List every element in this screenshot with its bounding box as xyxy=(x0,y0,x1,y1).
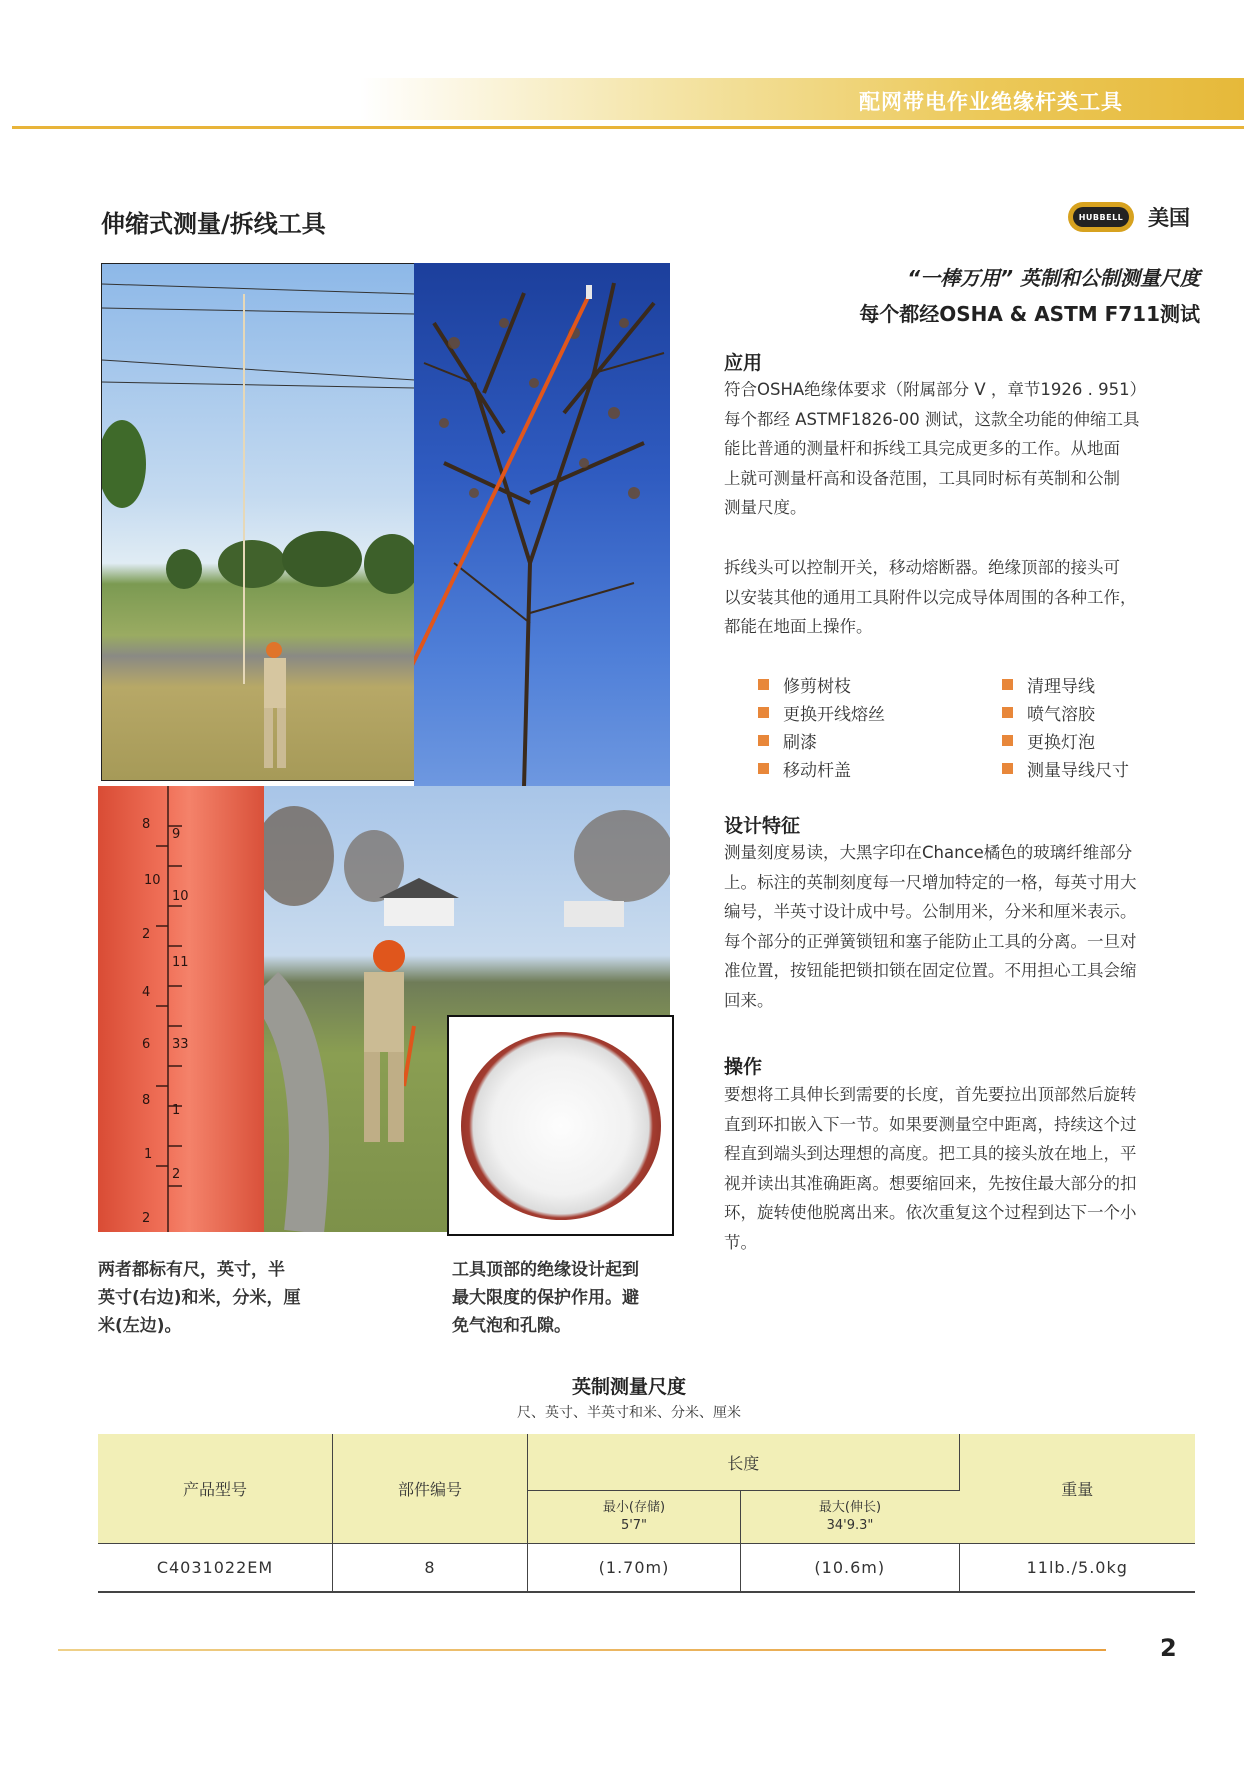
list-item xyxy=(758,700,885,725)
caption-line: 工具顶部的绝缘设计起到 xyxy=(452,1260,639,1280)
cell-max: (10.6m) xyxy=(741,1544,960,1593)
list-item xyxy=(758,728,817,753)
th-weight: 重量 xyxy=(959,1434,1195,1544)
list-item-label: 更换灯泡 xyxy=(1027,733,1095,753)
table-title: 英制测量尺度 xyxy=(571,1376,686,1398)
hubbell-logo-text: HUBBELL xyxy=(1073,207,1129,227)
caption-line: 米(左边)。 xyxy=(98,1316,182,1336)
th-min-value: 5'7" xyxy=(620,1518,648,1533)
th-length-max xyxy=(741,1491,960,1544)
text-line: 编号，半英寸设计成中号。公制用米，分米和厘米表示。 xyxy=(724,902,1137,921)
foam-core-cross-section xyxy=(461,1032,661,1220)
text-line: 回来。 xyxy=(724,990,774,1010)
list-item xyxy=(1002,728,1095,753)
page-number: 2 xyxy=(1160,1634,1177,1662)
design-paragraph xyxy=(724,838,1200,1015)
list-item xyxy=(1002,672,1095,697)
list-item-label: 修剪树枝 xyxy=(783,677,851,697)
text-line: 程直到端头到达理想的高度。把工具的接头放在地上，平 xyxy=(724,1144,1137,1163)
list-item xyxy=(758,672,851,697)
text-line: 能比普通的测量杆和拆线工具完成更多的工作。从地面 xyxy=(724,439,1120,458)
bullet-icon xyxy=(758,679,769,690)
brand-country: 美国 xyxy=(1148,206,1190,230)
th-max-label: 最大(伸长) xyxy=(818,1500,882,1515)
caption-line: 英寸(右边)和米，分米，厘 xyxy=(98,1288,301,1308)
table-row xyxy=(98,1544,1195,1593)
table-subtitle: 尺、英寸、半英寸和米、分米、厘米 xyxy=(517,1405,741,1421)
text-line: 符合OSHA绝缘体要求（附属部分 V ，章节1926 . 951） xyxy=(724,380,1147,399)
ruler-mark: 4 xyxy=(142,985,151,1000)
bullet-icon xyxy=(758,735,769,746)
text-line: 环，旋转使他脱离出来。依次重复这个过程到达下一个小 xyxy=(724,1203,1137,1222)
text-line: 每个都经 ASTMF1826-00 测试，这款全功能的伸缩工具 xyxy=(724,409,1140,429)
ruler-mark: 2 xyxy=(142,1211,151,1226)
text-line: 拆线头可以控制开关，移动熔断器。绝缘顶部的接头可 xyxy=(724,558,1120,577)
text-line: 都能在地面上操作。 xyxy=(724,617,873,636)
list-item-label: 喷气溶胶 xyxy=(1027,705,1095,725)
spec-table xyxy=(98,1434,1195,1593)
list-item-label: 移动杆盖 xyxy=(783,761,851,781)
text-line: 上就可测量杆高和设备范围，工具同时标有英制和公制 xyxy=(724,468,1120,488)
ruler-mark: 6 xyxy=(142,1037,151,1052)
list-item xyxy=(1002,700,1095,725)
application-paragraph-1 xyxy=(724,375,1200,523)
caption-foam-core xyxy=(452,1256,639,1340)
bullet-icon xyxy=(758,707,769,718)
text-line: 测量刻度易读，大黑字印在Chance橘色的玻璃纤维部分 xyxy=(724,843,1133,862)
ruler-mark: 9 xyxy=(172,827,181,842)
text-line: 节。 xyxy=(724,1232,757,1252)
caption-line: 最大限度的保护作用。避 xyxy=(452,1288,639,1308)
page-title: 伸缩式测量/拆线工具 xyxy=(101,210,326,238)
bullet-icon xyxy=(1002,735,1013,746)
header-rule xyxy=(12,126,1244,129)
bullet-icon xyxy=(1002,763,1013,774)
list-item-label: 清理导线 xyxy=(1027,677,1095,697)
list-item xyxy=(758,756,851,781)
cell-part: 8 xyxy=(333,1544,528,1593)
th-part: 部件编号 xyxy=(333,1434,528,1544)
ruler-mark: 10 xyxy=(144,873,161,888)
hubbell-logo xyxy=(1068,202,1134,232)
photo-tree-pruning xyxy=(414,263,670,787)
bullet-icon xyxy=(1002,679,1013,690)
text-line: 直到环扣嵌入下一节。如果要测量空中距离，持续这个过 xyxy=(724,1114,1137,1134)
text-line: 准位置，按钮能把锁扣锁在固定位置。不用担心工具会缩 xyxy=(724,961,1137,980)
operation-heading: 操作 xyxy=(724,1056,763,1078)
photo-lineman-measuring-art xyxy=(102,264,415,780)
th-max-value: 34'9.3" xyxy=(826,1518,874,1533)
photo-foam-core xyxy=(447,1015,674,1236)
tagline-1: “一棒万用” 英制和公制测量尺度 xyxy=(907,266,1200,290)
text-line: 上。标注的英制刻度每一尺增加特定的一格，每英寸用大 xyxy=(724,872,1137,892)
cell-model: C4031022EM xyxy=(98,1544,333,1593)
list-item-label: 测量导线尺寸 xyxy=(1027,761,1129,781)
bullet-icon xyxy=(1002,707,1013,718)
ruler-mark: 8 xyxy=(142,817,151,832)
ruler-mark: 11 xyxy=(172,955,189,970)
caption-line: 免气泡和孔隙。 xyxy=(452,1316,571,1336)
th-model: 产品型号 xyxy=(98,1434,333,1544)
photo-lineman-measuring xyxy=(101,263,416,781)
th-length: 长度 xyxy=(528,1434,960,1491)
application-paragraph-2 xyxy=(724,553,1200,642)
ruler-scale xyxy=(98,786,264,1232)
list-item-label: 更换开线熔丝 xyxy=(783,705,885,725)
cell-weight: 11lb./5.0kg xyxy=(959,1544,1195,1593)
text-line: 每个部分的正弹簧锁钮和塞子能防止工具的分离。一旦对 xyxy=(724,931,1137,951)
application-heading: 应用 xyxy=(724,352,763,374)
text-line: 以安装其他的通用工具附件以完成导体周围的各种工作， xyxy=(724,587,1137,607)
ruler-mark: 1 xyxy=(172,1103,181,1118)
operation-paragraph xyxy=(724,1080,1200,1257)
design-heading: 设计特征 xyxy=(724,815,801,837)
footer-rule xyxy=(58,1649,1106,1651)
list-item-label: 刷漆 xyxy=(783,733,817,753)
caption-line: 两者都标有尺，英寸，半 xyxy=(98,1260,285,1280)
photo-tree-pruning-art xyxy=(414,263,670,787)
list-item xyxy=(1002,756,1129,781)
photo-ruler-closeup xyxy=(98,786,264,1232)
cell-min: (1.70m) xyxy=(528,1544,741,1593)
header-section-title: 配网带电作业绝缘杆类工具 xyxy=(859,90,1123,114)
bullet-icon xyxy=(758,763,769,774)
th-min-label: 最小(存储) xyxy=(602,1500,666,1515)
ruler-mark: 2 xyxy=(142,927,151,942)
ruler-mark: 33 xyxy=(172,1037,189,1052)
th-length-min xyxy=(528,1491,741,1544)
ruler-mark: 8 xyxy=(142,1093,151,1108)
ruler-mark: 1 xyxy=(144,1147,153,1162)
text-line: 要想将工具伸长到需要的长度，首先要拉出顶部然后旋转 xyxy=(724,1085,1137,1104)
tagline-2: 每个都经OSHA & ASTM F711测试 xyxy=(859,302,1200,326)
ruler-mark: 10 xyxy=(172,889,189,904)
brand xyxy=(1068,202,1190,232)
text-line: 测量尺度。 xyxy=(724,498,807,517)
ruler-mark: 2 xyxy=(172,1167,181,1182)
caption-ruler xyxy=(98,1256,301,1340)
text-line: 视并读出其准确距离。想要缩回来，先按住最大部分的扣 xyxy=(724,1173,1137,1193)
